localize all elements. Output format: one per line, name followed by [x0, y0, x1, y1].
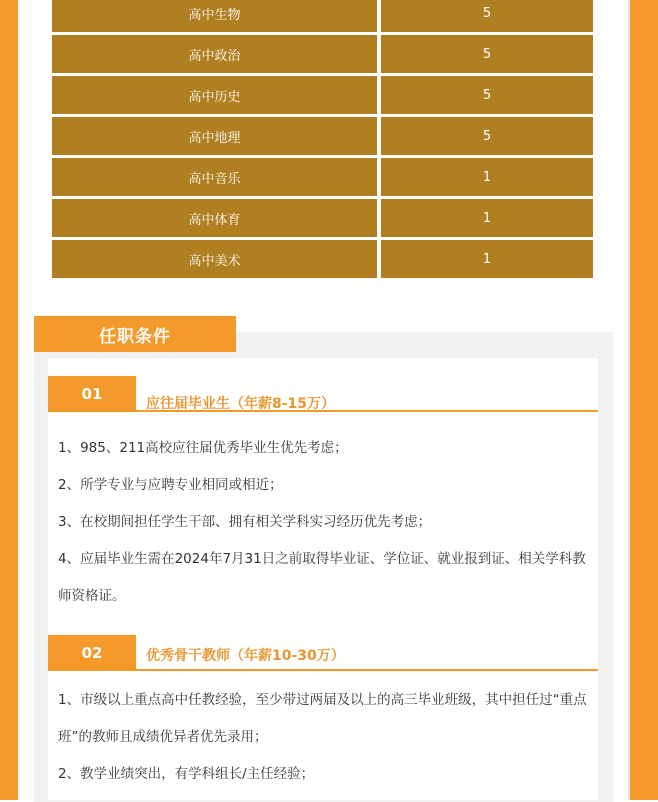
group-number-badge: 01 — [48, 376, 136, 412]
table-row — [52, 240, 593, 278]
requirement-item: 2、所学专业与应聘专业相同或相近； — [58, 477, 283, 493]
group-number-badge: 02 — [48, 635, 136, 671]
requirement-item: 1、市级以上重点高中任教经验，至少带过两届及以上的高三毕业班级，其中担任过“重点班”的教师且成绩优异者优先录用； — [58, 692, 587, 745]
group-title: 优秀骨干教师（年薪10-30万） — [146, 648, 345, 664]
table-row — [52, 35, 593, 73]
subject-cell: 高中地理 — [52, 117, 377, 155]
requirement-item: 4、应届毕业生需在2024年7月31日之前取得毕业证、学位证、就业报到证、相关学科教师资格证。 — [58, 551, 586, 604]
count-cell: 1 — [381, 158, 593, 196]
group-title: 应往届毕业生（年薪8-15万） — [146, 396, 336, 412]
table-row — [52, 0, 593, 32]
count-cell: 1 — [381, 199, 593, 237]
subject-cell: 高中体育 — [52, 199, 377, 237]
subject-cell: 高中音乐 — [52, 158, 377, 196]
requirement-item: 2、教学业绩突出，有学科组长/主任经验； — [58, 766, 315, 782]
count-cell: 5 — [381, 35, 593, 73]
table-row — [52, 76, 593, 114]
count-cell: 5 — [381, 117, 593, 155]
table-row — [52, 199, 593, 237]
table-row — [52, 117, 593, 155]
count-cell: 5 — [381, 76, 593, 114]
right-gray-divider — [628, 0, 630, 800]
table-row — [52, 158, 593, 196]
subject-cell: 高中生物 — [52, 0, 377, 32]
requirement-item: 3、在校期间担任学生干部、拥有相关学科实习经历优先考虑； — [58, 514, 432, 530]
subject-cell: 高中历史 — [52, 76, 377, 114]
subject-cell: 高中政治 — [52, 35, 377, 73]
count-cell: 1 — [381, 240, 593, 278]
group-underline — [136, 669, 598, 671]
requirement-item: 1、985、211高校应往届优秀毕业生优先考虑； — [58, 440, 348, 456]
section-title: 任职条件 — [34, 316, 236, 352]
left-orange-border — [0, 0, 18, 800]
positions-table — [52, 0, 593, 281]
count-cell: 5 — [381, 0, 593, 32]
right-orange-border — [630, 0, 658, 800]
subject-cell: 高中美术 — [52, 240, 377, 278]
